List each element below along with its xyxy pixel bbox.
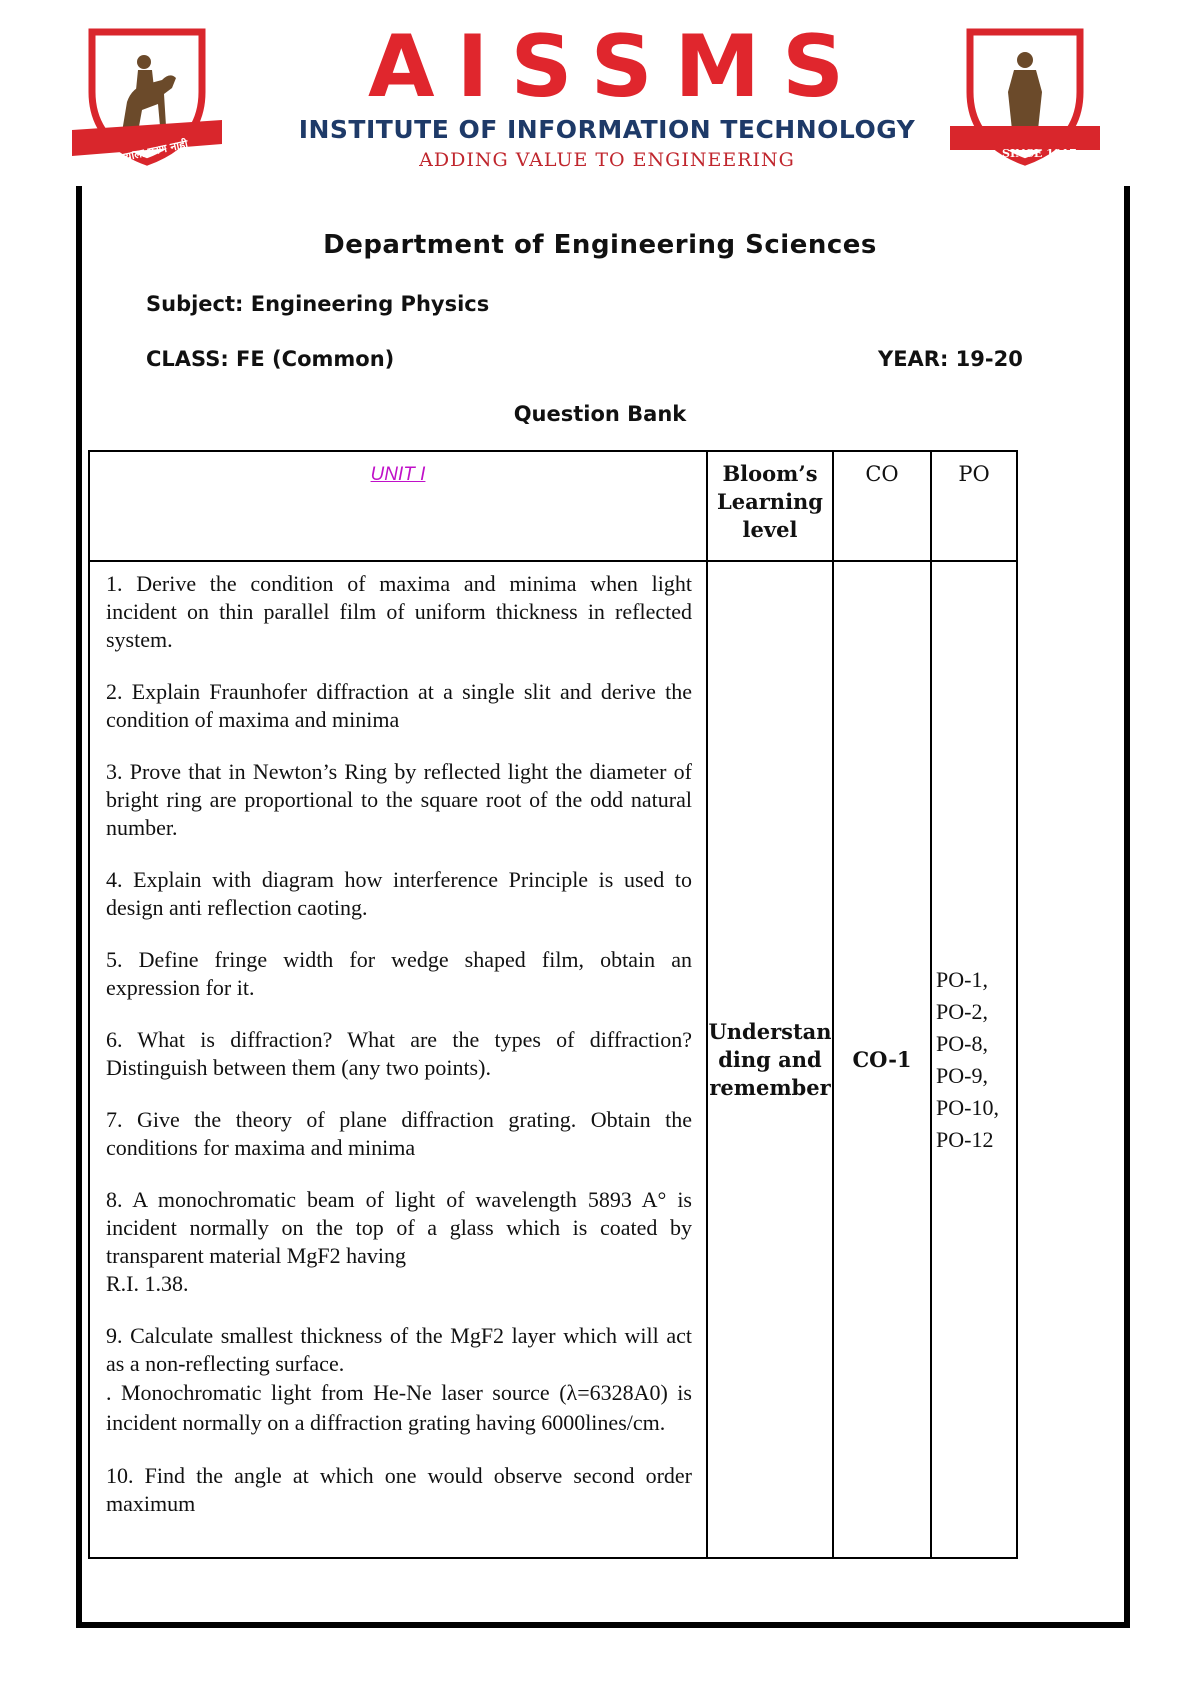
left-emblem: [72, 22, 222, 172]
question-item: 3. Prove that in Newton’s Ring by reflected light the diameter of bright ring are proportional to the square root of the odd natural number.: [106, 759, 692, 840]
co-cell: CO-1: [833, 561, 931, 1558]
question-item: 1. Derive the condition of maxima and minima when light incident on thin parallel film of uniform thickness in reflected system.: [106, 571, 692, 652]
question-item: R.I. 1.38.: [106, 1271, 189, 1296]
questions-cell: [89, 561, 707, 1558]
blooms-level-line: remember: [709, 1074, 831, 1100]
blooms-header-line: level: [742, 517, 798, 542]
blooms-header-line: Bloom’s: [722, 461, 818, 486]
po-item: PO-12: [936, 1126, 994, 1152]
blooms-header-line: Learning: [717, 489, 823, 514]
question-item: . Monochromatic light from He-Ne laser source (λ=6328A0) is incident normally on a diffraction grating having 6000lines/cm.: [106, 1380, 692, 1435]
unit-header-cell: [89, 451, 707, 561]
table-header-row: [89, 451, 1017, 561]
page-border-bottom: [76, 1622, 1130, 1628]
question-item: 7. Give the theory of plane diffraction grating. Obtain the conditions for maxima and minima: [106, 1107, 692, 1160]
question-item: 9. Calculate smallest thickness of the MgF2 layer which will act as a non-reflecting surface.: [106, 1323, 692, 1376]
po-item: PO-8,: [936, 1030, 988, 1056]
blooms-level-line: Understan: [708, 1018, 832, 1044]
question-item: 10. Find the angle at which one would observe second order maximum: [106, 1463, 692, 1516]
unit-link[interactable]: UNIT I: [370, 464, 426, 485]
po-item: PO-10,: [936, 1094, 999, 1120]
po-item: PO-2,: [936, 998, 988, 1024]
question-item: 6. What is diffraction? What are the types of diffraction? Distinguish between them (any two points).: [106, 1027, 692, 1080]
year-line: YEAR: 19-20: [878, 347, 1023, 371]
brand-name: AISSMS: [367, 17, 867, 117]
po-item: PO-9,: [936, 1062, 988, 1088]
question-item: 4. Explain with diagram how interference Principle is used to design anti reflection caoting.: [106, 867, 692, 920]
department-title: Department of Engineering Sciences: [323, 230, 877, 260]
question-bank-table: [88, 450, 1018, 1559]
question-bank-title: Question Bank: [513, 402, 687, 426]
blooms-header-cell: [707, 451, 833, 561]
institute-name: INSTITUTE OF INFORMATION TECHNOLOGY: [298, 115, 916, 144]
co-header-cell: CO: [833, 451, 931, 561]
blooms-level-cell: [707, 561, 833, 1558]
po-cell: [931, 561, 1017, 1558]
brand-block: [262, 17, 952, 174]
brand-tagline: ADDING VALUE TO ENGINEERING: [419, 149, 795, 171]
po-item: PO-1,: [936, 966, 988, 992]
question-item: 8. A monochromatic beam of light of wavelength 5893 A° is incident normally on the top of a glass which is coated by transparent material MgF2 having: [106, 1187, 692, 1268]
question-item: 5. Define fringe width for wedge shaped film, obtain an expression for it.: [106, 947, 692, 1000]
right-emblem: [950, 22, 1100, 172]
blooms-level-line: ding and: [718, 1046, 822, 1072]
subject-line: Subject: Engineering Physics: [146, 292, 490, 316]
right-emblem-since: SINCE 1917: [1002, 147, 1077, 160]
left-emblem-motto: सत्याला मरण नाही: [113, 137, 190, 166]
class-line: CLASS: FE (Common): [146, 347, 395, 371]
table-body-row: [89, 561, 1017, 1558]
po-header-cell: PO: [931, 451, 1017, 561]
question-item: 2. Explain Fraunhofer diffraction at a single slit and derive the condition of maxima and minima: [106, 679, 692, 732]
